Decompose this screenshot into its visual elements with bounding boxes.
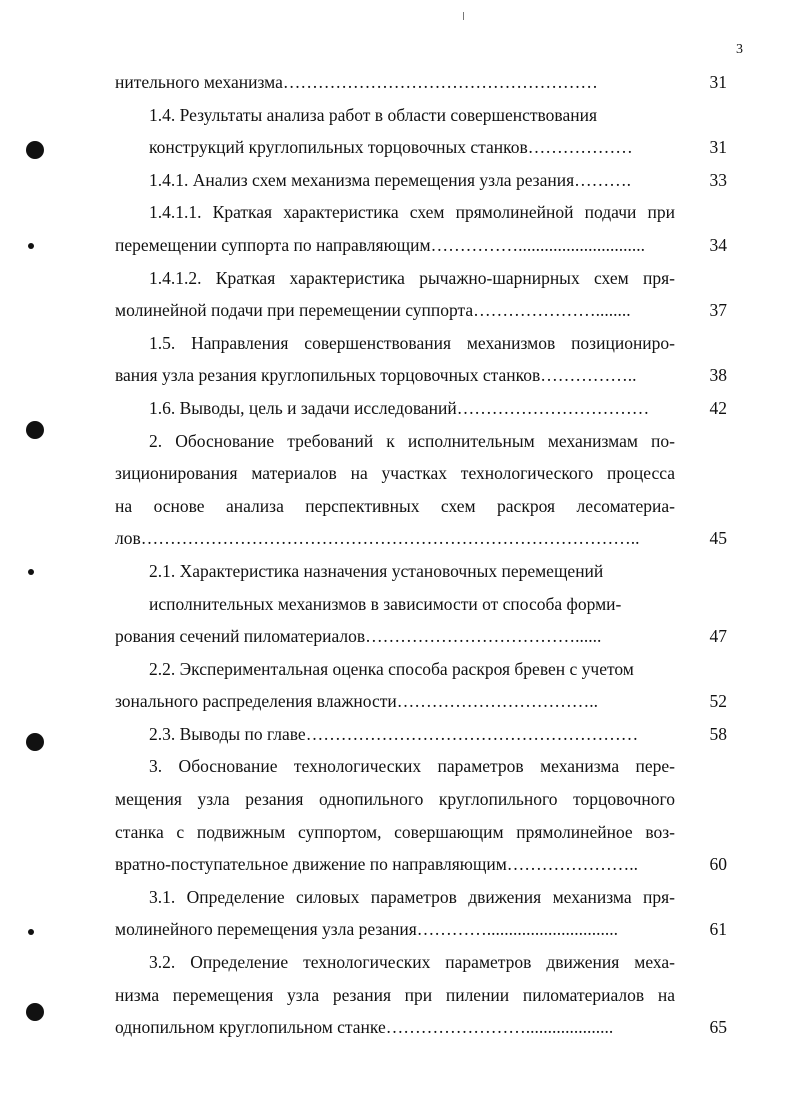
toc-line: 3. Обоснование технологических параметров механизма пере- bbox=[149, 756, 675, 777]
scan-artifact bbox=[463, 12, 464, 20]
toc-line: нительного механизма……………………………………………… 31 bbox=[115, 66, 727, 99]
toc-page-number: 52 bbox=[709, 691, 727, 712]
toc-line: 1.5. Направления совершенствования механизмов позициониро- bbox=[149, 332, 675, 353]
toc-line: 1.4.1. Анализ схем механизма перемещения узла резания………. 33 bbox=[115, 164, 727, 197]
toc-page-number: 34 bbox=[709, 234, 727, 255]
toc-line: низма перемещения узла резания при пилении пиломатериалов на bbox=[115, 984, 675, 1005]
toc-line: 2.1. Характеристика назначения установочных перемещений bbox=[149, 560, 604, 581]
toc-page-number: 37 bbox=[709, 300, 727, 321]
margin-mark-2 bbox=[28, 569, 34, 575]
toc-line: 3.1. Определение силовых параметров движения механизма пря- bbox=[149, 886, 675, 907]
table-of-contents bbox=[115, 66, 727, 1044]
toc-line: исполнительных механизмов в зависимости от способа форми- bbox=[149, 593, 622, 614]
toc-line: вания узла резания круглопильных торцовочных станков…………….. 38 bbox=[115, 359, 727, 392]
toc-line: конструкций круглопильных торцовочных станков……………… 31 bbox=[115, 131, 727, 164]
toc-line: 1.4. Результаты анализа работ в области совершенствования bbox=[149, 104, 598, 125]
toc-line: мещения узла резания однопильного круглопильного торцовочного bbox=[115, 789, 675, 810]
toc-page-number: 45 bbox=[709, 528, 727, 549]
toc-page-number: 61 bbox=[709, 919, 727, 940]
toc-line: молинейного перемещения узла резания………….............................. 61 bbox=[115, 913, 727, 946]
margin-mark-3 bbox=[28, 929, 34, 935]
toc-line: 3.2. Определение технологических параметров движения меха- bbox=[149, 952, 675, 973]
toc-line: станка с подвижным суппортом, совершающим прямолинейное воз- bbox=[115, 821, 675, 842]
toc-line: зиционирования материалов на участках технологического процесса bbox=[115, 463, 675, 484]
toc-line: перемещении суппорта по направляющим……………............................. 34 bbox=[115, 229, 727, 262]
toc-page-number: 65 bbox=[709, 1017, 727, 1038]
binder-hole-4 bbox=[26, 1003, 44, 1021]
binder-hole-1 bbox=[26, 141, 44, 159]
toc-line: однопильном круглопильном станке…………………….................... 65 bbox=[115, 1011, 727, 1044]
toc-line: лов………………………………………………………………………….. 45 bbox=[115, 522, 727, 555]
margin-mark-1 bbox=[28, 243, 34, 249]
toc-page-number: 47 bbox=[709, 626, 727, 647]
toc-line: на основе анализа перспективных схем раскроя лесоматериа- bbox=[115, 495, 675, 516]
toc-page-number: 58 bbox=[709, 723, 727, 744]
toc-line: 1.4.1.1. Краткая характеристика схем прямолинейной подачи при bbox=[149, 202, 675, 223]
toc-line: 2.3. Выводы по главе………………………………………………… 58 bbox=[115, 718, 727, 751]
toc-page-number: 33 bbox=[709, 169, 727, 190]
toc-line: рования сечений пиломатериалов………………………………...... 47 bbox=[115, 620, 727, 653]
toc-line: молинейной подачи при перемещении суппорта…………………........ 37 bbox=[115, 294, 727, 327]
toc-line: 2. Обоснование требований к исполнительным механизмам по- bbox=[149, 430, 675, 451]
page-number: 3 bbox=[736, 42, 743, 57]
binder-hole-3 bbox=[26, 733, 44, 751]
toc-line: 1.4.1.2. Краткая характеристика рычажно-шарнирных схем пря- bbox=[149, 267, 675, 288]
toc-line: 1.6. Выводы, цель и задачи исследований…………………………… 42 bbox=[115, 392, 727, 425]
binder-hole-2 bbox=[26, 421, 44, 439]
toc-page-number: 38 bbox=[709, 365, 727, 386]
toc-page-number: 31 bbox=[709, 72, 727, 92]
toc-page-number: 42 bbox=[709, 397, 727, 418]
toc-line: вратно-поступательное движение по направляющим………………….. 60 bbox=[115, 848, 727, 881]
toc-page-number: 31 bbox=[709, 137, 727, 158]
toc-line: зонального распределения влажности…………………………….. 52 bbox=[115, 685, 727, 718]
toc-line: 2.2. Экспериментальная оценка способа раскроя бревен с учетом bbox=[149, 658, 634, 679]
toc-page-number: 60 bbox=[709, 854, 727, 875]
